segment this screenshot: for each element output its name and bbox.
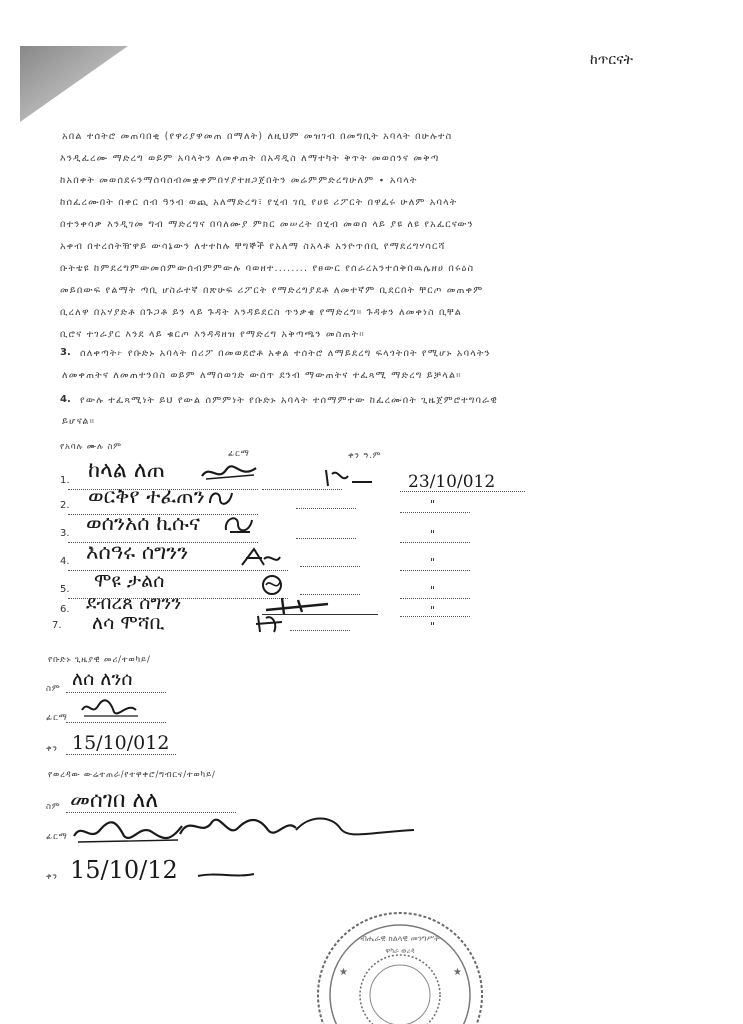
row-number: 6.	[60, 604, 70, 615]
officer-signature-label: ፊርማ	[46, 832, 68, 842]
scan-corner-mark	[20, 46, 130, 126]
svg-text:★: ★	[339, 967, 348, 978]
svg-text:ዋካራ ወረዳ: ዋካራ ወረዳ	[385, 947, 415, 955]
official-seal-stamp	[315, 905, 485, 1024]
member-name: ወሰንአሰ ኪሱና	[86, 511, 200, 535]
text-line: ቢረለዋ በአሃያድቶ በጉጋቶ ይን ላይ ጉዳት እንዳይደርስ ጥንቃቄ የማድረግ። ጉዳቱን ለመቀነስ ቢቸል	[60, 307, 463, 318]
row-number: 1.	[60, 475, 70, 486]
row-number: 7.	[52, 620, 62, 631]
svg-text:★: ★	[453, 967, 462, 978]
text-line: ቡትቴዩ ከምደረግምውመሰምውሰብምምውሉ ባወዘተ........ የፀውር የሰራረአንተሰቅበዉሌዘሀ በሩዕስ	[60, 263, 475, 274]
text-line: አበል ተሰትሮ መጠባበቂ (የዋሪያዋመጠ በማለት) ለዚህም መዝገብ በመግቢት አባላት በሁሉተስ	[62, 131, 453, 142]
sign-date: "	[430, 604, 436, 617]
text-line: ይሆናል።	[62, 416, 96, 427]
member-name: ሞዩ ታልሰ	[94, 570, 165, 592]
sign-date: "	[430, 584, 436, 597]
text-line: ሰለቀጣት፦ የቡድኑ አባላት በሪፖ በመወደሮቶ አቀል ተሰትሮ ለማይደረግ ፍላጎትበት የሚሆኑ አባላትን	[80, 348, 491, 359]
sign-date: 23/10/012	[408, 472, 496, 492]
header-note: ከጥርናት	[590, 52, 633, 68]
sign-date: "	[430, 528, 436, 541]
member-name: እሰዓሩ ሰግንን	[86, 540, 189, 564]
leader-date-label: ቀን	[46, 744, 58, 754]
row-number: 5.	[60, 584, 70, 595]
member-name: ወርቅየ ተፈጠን	[88, 484, 205, 508]
text-line: የውሉ ተፈጻሚነት ይህ የውል ሰምምነት የቡድኑ አባላት ተሰማምተው ከፈረሙበት ጊዜጀምሮተግባራዊ	[80, 395, 498, 406]
member-name: ደብረጸ ሰግንን	[86, 592, 182, 614]
text-line: ከአበቀት መወሰደሩንማሰባሰብመቋቀምበሃያተዘጋጀበትን መሬምምድረግሁለም ∙ አባላት	[60, 175, 418, 186]
member-signature	[206, 487, 236, 509]
sign-date: "	[430, 556, 436, 569]
svg-text:ብሔራዊ ክልላዊ መንግሥት: ብሔራዊ ክልላዊ መንግሥት	[360, 934, 440, 943]
officer-name-label: ስም	[46, 802, 61, 812]
sign-date: "	[430, 620, 436, 633]
officer-name-value: መሰገበ ለለ	[70, 788, 159, 813]
leader-signature-label: ፊርማ	[46, 713, 68, 723]
text-line: ቢሮና ተገራያር እንደ ላይ ቁርጦ እንዳዳዘዝ የማድረግ አቅጣጫን መስጠት።	[60, 329, 365, 340]
officer-signature	[70, 808, 420, 852]
text-line: እንዲፈረሙ ማድረግ ወይም አባላትን ለመቀጠት በአዳዲስ ለማተካት ቅጥት መወሰንና መቅጣ	[60, 153, 440, 164]
leader-name-label: ስም	[46, 684, 61, 694]
member-signature	[252, 612, 286, 636]
member-name: ከላል ለጠ	[88, 458, 166, 483]
text-line: ከሰፈረሙበት በቀር ሰብ ዓንብ ወጪ አለማድረግ፣ የሂብ ገቢ የሀዩ ሪፖርት በዋፈሩ ሁለም አባላት	[60, 197, 458, 208]
member-signature	[238, 545, 282, 569]
sign-date: "	[430, 498, 436, 511]
header-date: ቀን ዓ.ም	[348, 451, 382, 461]
row-number: 2.	[60, 500, 70, 511]
officer-title: የወረዳው ውሬተጠራ/የተዋቀሮ/ግብርና/ተወካይ/	[48, 770, 216, 780]
officer-date-value: 15/10/12	[70, 856, 178, 884]
member-name: ለሳ ሞሻቢ	[92, 612, 165, 634]
row-number: 3.	[60, 528, 70, 539]
header-signature: ፊርማ	[228, 449, 250, 459]
member-signature	[200, 462, 260, 484]
text-line: በተንቀሳቃ እንዲገመ ግብ ማድረግና በባለሙያ ምክር መሠረት በሂብ መወሰ ላይ ያዩ ለዩ የአፈርናውን	[60, 219, 474, 230]
member-signature	[322, 466, 382, 488]
header-member-name: የአባሉ ሙሉ ስም	[60, 442, 122, 452]
text-line: አቀብ በተረሰትዥዋይ ውሳኔውን ለተተከሉ ቸግኞች የአለማ ስአላቶ አንዮጥበቢ የማደረግሃሳርሻ	[60, 241, 446, 252]
leader-name-value: ለሰ ለንሰ	[72, 668, 133, 690]
leader-signature	[78, 696, 142, 720]
leader-date-value: 15/10/012	[72, 732, 170, 754]
officer-date-label: ቀን	[46, 872, 58, 882]
leader-title: የቡድኑ ጊዜያዊ መሪ/ተወካይ/	[48, 655, 151, 665]
text-line: ለመቀጠትና ለመጠተንበስ ወይም ለማሰወገድ ውሰጥ ደንብ ማውጠትና ተፈጻሚ ማድረግ ይቻላል።	[62, 370, 462, 381]
officer-date-underline	[196, 868, 256, 880]
member-signature	[222, 512, 256, 536]
row-number: 4.	[60, 556, 70, 567]
paragraph-number: 3.	[60, 347, 71, 358]
text-line: መይበውፍ የልማት ጣቢ ሆስራተኛ በጽሁፍ ሪፖርት የማድረግያደቶ ለመተኛም ቢደርበት ቸርጦ መጠቀም	[60, 285, 484, 296]
paragraph-number: 4.	[60, 394, 71, 405]
